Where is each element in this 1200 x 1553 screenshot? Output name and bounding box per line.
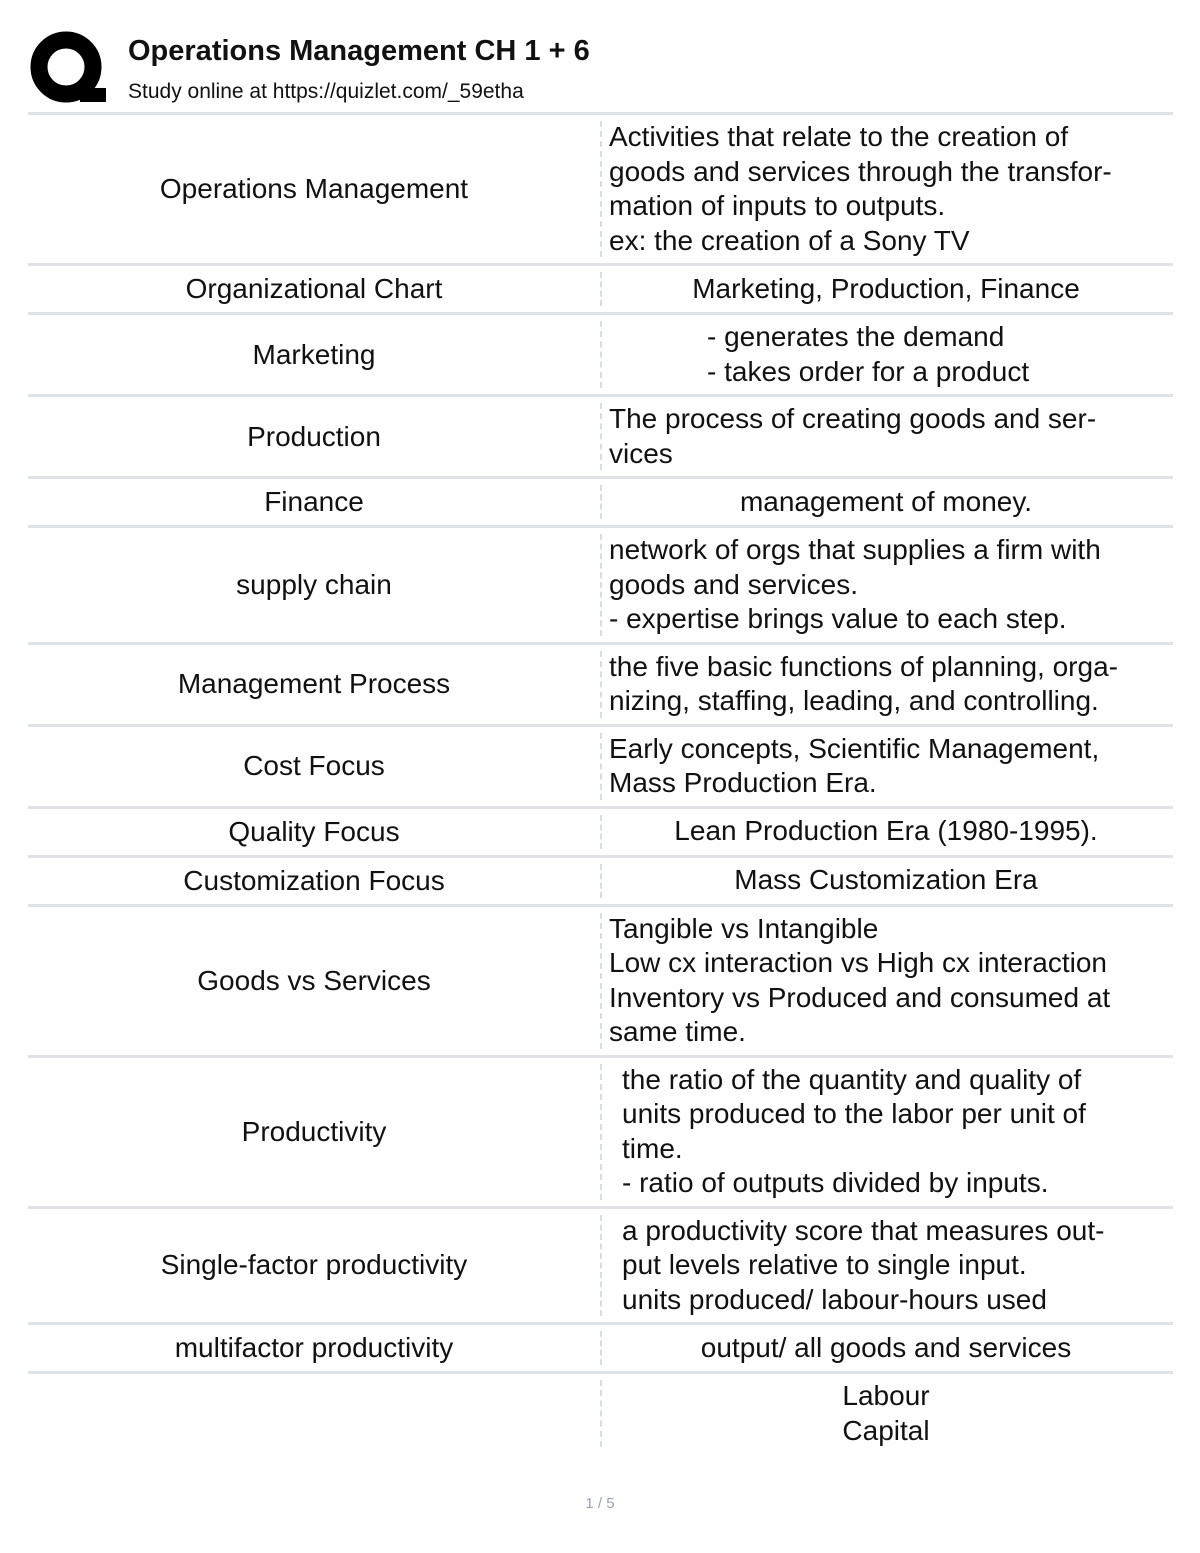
page-indicator: 1 / 5 — [585, 1495, 615, 1512]
flashcard-definition: Tangible vs Intangible Low cx interaction vs High cx interaction Inventory vs Produced and consumed at same time. — [609, 912, 1111, 1047]
flashcard-table — [28, 112, 1173, 1453]
document-title: Operations Management CH 1 + 6 — [128, 35, 590, 67]
flashcard-term: Operations Management — [159, 173, 469, 204]
flashcard-term — [28, 1374, 600, 1453]
flashcard-row — [28, 397, 1173, 479]
document-header — [30, 28, 1170, 112]
flashcard-term: Finance — [264, 486, 364, 517]
quizlet-q-logo-icon — [30, 30, 106, 106]
flashcard-definition: Labour Capital — [842, 1380, 930, 1446]
flashcard-definition: Lean Production Era (1980-1995). — [674, 815, 1098, 847]
flashcard-definition: a productivity score that measures out- put levels relative to single input. units produced/ labour-hours used — [622, 1214, 1105, 1315]
flashcard-definition: Mass Customization Era — [734, 864, 1038, 896]
flashcard-definition: Marketing, Production, Finance — [692, 272, 1080, 304]
flashcard-row — [28, 907, 1173, 1058]
flashcard-term: supply chain — [236, 568, 392, 600]
flashcard-row — [28, 1058, 1173, 1209]
flashcard-row — [28, 266, 1173, 315]
study-online-link-text: Study online at https://quizlet.com/_59etha — [128, 80, 524, 103]
flashcard-row — [28, 315, 1173, 397]
flashcard-row — [28, 809, 1173, 858]
flashcard-term: Goods vs Services — [197, 964, 431, 996]
flashcard-definition: Activities that relate to the creation of goods and services through the transfor- mation of inputs to outputs. ex: the creation of a Sony TV — [609, 121, 1112, 256]
flashcard-term: multifactor productivity — [174, 1332, 454, 1363]
flashcard-term: Marketing — [252, 338, 376, 370]
flashcard-term: Productivity — [241, 1115, 387, 1147]
flashcard-row — [28, 479, 1173, 528]
flashcard-definition: The process of creating goods and ser- vices — [609, 403, 1097, 469]
flashcard-definition: - generates the demand - takes order for a product — [707, 321, 1030, 387]
flashcard-term: Production — [247, 420, 381, 452]
flashcard-row — [28, 858, 1173, 907]
flashcard-row — [28, 727, 1173, 809]
flashcard-row — [28, 1374, 1173, 1453]
flashcard-row — [28, 645, 1173, 727]
flashcard-definition: the five basic functions of planning, orga- nizing, staffing, leading, and controlling. — [609, 650, 1118, 716]
flashcard-definition: output/ all goods and services — [700, 1331, 1072, 1363]
flashcard-definition: network of orgs that supplies a firm with goods and services. - expertise brings value to each step. — [609, 534, 1101, 634]
flashcard-row — [28, 115, 1173, 266]
flashcard-definition: management of money. — [739, 485, 1033, 517]
flashcard-row — [28, 528, 1173, 645]
flashcard-term: Single-factor productivity — [160, 1249, 468, 1281]
flashcard-definition: the ratio of the quantity and quality of units produced to the labor per unit of time. - ratio of outputs divided by inputs. — [622, 1063, 1086, 1198]
flashcard-definition: Early concepts, Scientific Management, Mass Production Era. — [609, 732, 1100, 798]
flashcard-row — [28, 1209, 1173, 1326]
flashcard-term: Quality Focus — [228, 815, 400, 847]
flashcard-term: Cost Focus — [243, 750, 385, 781]
flashcard-term: Organizational Chart — [185, 273, 443, 304]
flashcard-term: Management Process — [177, 668, 451, 699]
flashcard-row — [28, 1325, 1173, 1374]
flashcard-term: Customization Focus — [183, 864, 445, 896]
